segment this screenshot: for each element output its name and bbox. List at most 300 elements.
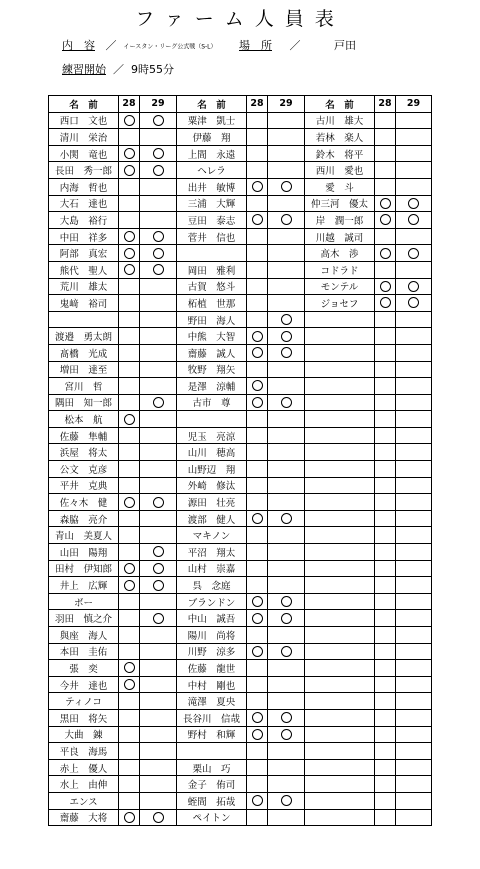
header-day-28: 28 (247, 96, 268, 113)
start-value: 9時55分 (131, 63, 174, 76)
attendance-day-28 (119, 228, 140, 245)
table-row (49, 544, 432, 561)
attendance-day-29 (396, 510, 432, 527)
attendance-day-29 (140, 228, 177, 245)
player-name: 齋藤 大将 (49, 809, 119, 826)
attendance-circle-icon (281, 347, 292, 358)
attendance-day-29 (396, 228, 432, 245)
table-row (49, 195, 432, 212)
attendance-day-28 (119, 245, 140, 262)
table-row (49, 162, 432, 179)
player-name (177, 245, 247, 262)
player-name (305, 510, 375, 527)
player-name: 張 奕 (49, 660, 119, 677)
attendance-day-28 (375, 278, 396, 295)
player-name: 田村 伊知郎 (49, 560, 119, 577)
attendance-day-29 (140, 593, 177, 610)
attendance-day-28 (375, 643, 396, 660)
attendance-day-28 (119, 776, 140, 793)
attendance-day-29 (396, 593, 432, 610)
table-row (49, 228, 432, 245)
attendance-day-29 (396, 394, 432, 411)
attendance-day-28 (119, 643, 140, 660)
attendance-day-29 (140, 560, 177, 577)
attendance-day-29 (268, 792, 305, 809)
player-name (305, 544, 375, 561)
attendance-day-29 (396, 278, 432, 295)
attendance-day-28 (375, 145, 396, 162)
player-name: 公文 克彦 (49, 461, 119, 478)
table-row (49, 311, 432, 328)
attendance-day-28 (119, 344, 140, 361)
attendance-day-29 (268, 411, 305, 428)
attendance-day-28 (375, 378, 396, 395)
attendance-day-28 (375, 544, 396, 561)
attendance-circle-icon (281, 331, 292, 342)
player-name: 宮川 哲 (49, 378, 119, 395)
content-label: 内 容 (62, 39, 95, 52)
attendance-day-28 (247, 245, 268, 262)
attendance-circle-icon (124, 148, 135, 159)
player-name: 西口 文也 (49, 112, 119, 129)
player-name (305, 709, 375, 726)
attendance-circle-icon (281, 729, 292, 740)
attendance-circle-icon (281, 181, 292, 192)
player-name: 菅井 信也 (177, 228, 247, 245)
attendance-day-29 (396, 693, 432, 710)
header-name-1: 名 前 (49, 96, 119, 113)
player-name (305, 776, 375, 793)
attendance-day-28 (375, 361, 396, 378)
player-name: 滝澤 夏央 (177, 693, 247, 710)
player-name: 隅田 知一郎 (49, 394, 119, 411)
attendance-day-29 (268, 544, 305, 561)
attendance-circle-icon (124, 497, 135, 508)
attendance-day-29 (140, 461, 177, 478)
table-row (49, 112, 432, 129)
attendance-day-28 (375, 195, 396, 212)
player-name (177, 411, 247, 428)
attendance-day-29 (268, 709, 305, 726)
attendance-day-28 (119, 743, 140, 760)
attendance-day-29 (140, 610, 177, 627)
player-name: ヘレラ (177, 162, 247, 179)
place-value: 戸田 (333, 39, 356, 52)
table-row (49, 792, 432, 809)
table-row (49, 577, 432, 594)
attendance-day-29 (268, 643, 305, 660)
player-name (305, 311, 375, 328)
attendance-day-29 (396, 361, 432, 378)
player-name: マキノン (177, 527, 247, 544)
attendance-day-28 (119, 212, 140, 229)
attendance-day-28 (375, 776, 396, 793)
player-name: 大石 達也 (49, 195, 119, 212)
table-row (49, 344, 432, 361)
place-label: 場 所 (239, 39, 272, 52)
attendance-day-29 (268, 344, 305, 361)
player-name: 黒田 将矢 (49, 709, 119, 726)
player-name (305, 660, 375, 677)
attendance-day-29 (268, 676, 305, 693)
table-row (49, 145, 432, 162)
attendance-day-28 (375, 245, 396, 262)
player-name (305, 344, 375, 361)
attendance-day-29 (268, 660, 305, 677)
player-name: 水上 由伸 (49, 776, 119, 793)
attendance-day-28 (247, 560, 268, 577)
attendance-day-28 (247, 627, 268, 644)
table-row (49, 776, 432, 793)
attendance-day-28 (247, 228, 268, 245)
attendance-day-28 (247, 311, 268, 328)
attendance-day-28 (119, 610, 140, 627)
player-name (305, 593, 375, 610)
attendance-day-28 (119, 494, 140, 511)
table-row (49, 494, 432, 511)
attendance-day-29 (268, 295, 305, 312)
attendance-day-29 (396, 709, 432, 726)
attendance-day-29 (396, 311, 432, 328)
player-name (305, 610, 375, 627)
attendance-day-28 (375, 593, 396, 610)
attendance-day-28 (247, 328, 268, 345)
player-name (49, 311, 119, 328)
attendance-day-28 (119, 477, 140, 494)
table-row (49, 743, 432, 760)
attendance-day-29 (268, 378, 305, 395)
player-name: 松本 航 (49, 411, 119, 428)
player-name: 増田 達至 (49, 361, 119, 378)
attendance-circle-icon (408, 297, 419, 308)
attendance-day-28 (247, 477, 268, 494)
attendance-day-29 (140, 759, 177, 776)
attendance-day-29 (140, 344, 177, 361)
attendance-day-28 (247, 361, 268, 378)
player-name: 大曲 錬 (49, 726, 119, 743)
attendance-day-29 (268, 577, 305, 594)
attendance-day-28 (119, 378, 140, 395)
table-row (49, 461, 432, 478)
attendance-day-28 (375, 560, 396, 577)
attendance-day-28 (375, 112, 396, 129)
table-row (49, 444, 432, 461)
attendance-circle-icon (124, 679, 135, 690)
attendance-day-28 (119, 660, 140, 677)
player-name (305, 378, 375, 395)
attendance-day-28 (247, 544, 268, 561)
player-name: 井上 広輝 (49, 577, 119, 594)
player-name (305, 444, 375, 461)
attendance-day-29 (140, 510, 177, 527)
attendance-circle-icon (380, 297, 391, 308)
page-title: ファーム人員表 (135, 8, 345, 30)
attendance-circle-icon (408, 281, 419, 292)
attendance-day-29 (140, 494, 177, 511)
player-name: 野田 海人 (177, 311, 247, 328)
attendance-day-28 (247, 112, 268, 129)
attendance-day-29 (268, 743, 305, 760)
header-day-29: 29 (140, 96, 177, 113)
attendance-day-29 (268, 693, 305, 710)
attendance-day-29 (268, 129, 305, 146)
player-name: 渡部 健人 (177, 510, 247, 527)
attendance-circle-icon (281, 712, 292, 723)
attendance-day-29 (396, 378, 432, 395)
attendance-day-29 (268, 427, 305, 444)
player-name: 佐藤 隼輔 (49, 427, 119, 444)
player-name: 児玉 亮涼 (177, 427, 247, 444)
attendance-circle-icon (153, 148, 164, 159)
player-name: 齋藤 誠人 (177, 344, 247, 361)
attendance-day-29 (140, 809, 177, 826)
attendance-circle-icon (124, 115, 135, 126)
table-row (49, 178, 432, 195)
attendance-day-28 (247, 693, 268, 710)
table-row (49, 411, 432, 428)
content-separator: ／ (105, 39, 117, 52)
player-name: 與座 海人 (49, 627, 119, 644)
player-name: 豆田 泰志 (177, 212, 247, 229)
player-name: 森脇 亮介 (49, 510, 119, 527)
player-name: 古賀 悠斗 (177, 278, 247, 295)
table-row (49, 328, 432, 345)
attendance-day-29 (396, 212, 432, 229)
table-row (49, 709, 432, 726)
attendance-day-29 (268, 112, 305, 129)
attendance-day-29 (396, 477, 432, 494)
player-name (305, 693, 375, 710)
attendance-day-29 (140, 328, 177, 345)
header-name-3: 名 前 (305, 96, 375, 113)
attendance-day-29 (140, 776, 177, 793)
attendance-day-29 (140, 643, 177, 660)
attendance-day-28 (247, 510, 268, 527)
attendance-circle-icon (124, 662, 135, 673)
attendance-circle-icon (408, 214, 419, 225)
player-name (305, 726, 375, 743)
attendance-circle-icon (153, 563, 164, 574)
attendance-day-29 (140, 444, 177, 461)
player-name: ティノコ (49, 693, 119, 710)
attendance-day-29 (140, 212, 177, 229)
attendance-day-29 (396, 776, 432, 793)
header-row (49, 96, 432, 113)
player-name: エンス (49, 792, 119, 809)
attendance-day-28 (375, 660, 396, 677)
attendance-circle-icon (252, 596, 263, 607)
attendance-day-28 (119, 809, 140, 826)
attendance-day-28 (375, 494, 396, 511)
attendance-day-29 (268, 311, 305, 328)
player-name: 青山 美夏人 (49, 527, 119, 544)
attendance-day-28 (247, 759, 268, 776)
attendance-day-29 (140, 627, 177, 644)
attendance-circle-icon (153, 497, 164, 508)
attendance-day-28 (119, 676, 140, 693)
attendance-day-29 (268, 394, 305, 411)
attendance-day-29 (396, 411, 432, 428)
player-name: 岡田 雅利 (177, 261, 247, 278)
attendance-circle-icon (124, 414, 135, 425)
player-name: ペイトン (177, 809, 247, 826)
player-name (305, 361, 375, 378)
attendance-day-29 (140, 195, 177, 212)
attendance-day-29 (396, 328, 432, 345)
attendance-circle-icon (153, 248, 164, 259)
attendance-day-29 (396, 344, 432, 361)
attendance-circle-icon (252, 513, 263, 524)
player-name: 蛭間 拓哉 (177, 792, 247, 809)
attendance-day-28 (375, 627, 396, 644)
attendance-day-28 (247, 261, 268, 278)
place-row (239, 37, 356, 53)
attendance-day-28 (375, 444, 396, 461)
attendance-circle-icon (252, 214, 263, 225)
attendance-day-29 (140, 361, 177, 378)
attendance-day-29 (140, 792, 177, 809)
start-separator: ／ (113, 63, 124, 76)
attendance-day-28 (119, 444, 140, 461)
player-name: 栗山 巧 (177, 759, 247, 776)
attendance-day-28 (119, 162, 140, 179)
attendance-circle-icon (124, 248, 135, 259)
player-name (305, 411, 375, 428)
table-row (49, 261, 432, 278)
attendance-day-29 (140, 394, 177, 411)
player-name: 金子 侑司 (177, 776, 247, 793)
player-name: 三浦 大輝 (177, 195, 247, 212)
player-name: 中村 剛也 (177, 676, 247, 693)
attendance-day-28 (119, 178, 140, 195)
attendance-circle-icon (408, 248, 419, 259)
attendance-day-29 (396, 560, 432, 577)
attendance-day-29 (140, 709, 177, 726)
table-row (49, 394, 432, 411)
attendance-day-29 (140, 427, 177, 444)
attendance-day-29 (268, 278, 305, 295)
attendance-day-28 (375, 577, 396, 594)
attendance-circle-icon (281, 397, 292, 408)
attendance-day-29 (140, 743, 177, 760)
attendance-day-28 (375, 709, 396, 726)
attendance-day-29 (396, 494, 432, 511)
table-row (49, 527, 432, 544)
player-name: 平良 海馬 (49, 743, 119, 760)
attendance-day-29 (396, 660, 432, 677)
attendance-day-29 (140, 660, 177, 677)
table-row (49, 361, 432, 378)
attendance-day-28 (375, 178, 396, 195)
attendance-day-29 (140, 311, 177, 328)
header-day-28: 28 (375, 96, 396, 113)
attendance-circle-icon (252, 712, 263, 723)
header-day-29: 29 (268, 96, 305, 113)
attendance-day-28 (375, 212, 396, 229)
attendance-day-29 (140, 378, 177, 395)
attendance-day-29 (268, 212, 305, 229)
attendance-circle-icon (252, 397, 263, 408)
attendance-day-29 (396, 461, 432, 478)
attendance-day-29 (396, 112, 432, 129)
attendance-day-28 (247, 643, 268, 660)
attendance-circle-icon (124, 165, 135, 176)
attendance-day-29 (268, 145, 305, 162)
player-name: 浜屋 将太 (49, 444, 119, 461)
attendance-day-29 (140, 676, 177, 693)
attendance-day-28 (375, 261, 396, 278)
attendance-day-29 (140, 577, 177, 594)
player-name (305, 477, 375, 494)
attendance-day-28 (247, 726, 268, 743)
attendance-day-28 (247, 145, 268, 162)
attendance-day-29 (268, 593, 305, 610)
player-name: 長田 秀一郎 (49, 162, 119, 179)
header-name-2: 名 前 (177, 96, 247, 113)
attendance-circle-icon (252, 613, 263, 624)
attendance-day-28 (119, 709, 140, 726)
player-name: 川野 涼多 (177, 643, 247, 660)
attendance-day-29 (396, 792, 432, 809)
attendance-day-29 (140, 162, 177, 179)
attendance-day-28 (247, 212, 268, 229)
player-name (305, 676, 375, 693)
table-row (49, 129, 432, 146)
attendance-day-29 (268, 444, 305, 461)
attendance-circle-icon (380, 248, 391, 259)
place-separator: ／ (289, 39, 301, 52)
player-name: 長谷川 信哉 (177, 709, 247, 726)
table-row (49, 278, 432, 295)
attendance-circle-icon (153, 812, 164, 823)
attendance-day-28 (247, 411, 268, 428)
attendance-day-29 (140, 527, 177, 544)
player-name: 羽田 慎之介 (49, 610, 119, 627)
attendance-day-28 (247, 660, 268, 677)
player-name (305, 759, 375, 776)
attendance-day-28 (119, 527, 140, 544)
attendance-day-29 (140, 295, 177, 312)
attendance-circle-icon (252, 181, 263, 192)
attendance-day-29 (396, 610, 432, 627)
attendance-day-28 (247, 792, 268, 809)
attendance-day-29 (268, 494, 305, 511)
player-name: 阿部 真宏 (49, 245, 119, 262)
attendance-circle-icon (153, 546, 164, 557)
attendance-day-29 (396, 577, 432, 594)
attendance-day-29 (268, 809, 305, 826)
player-name: 出井 敏博 (177, 178, 247, 195)
attendance-day-29 (396, 427, 432, 444)
player-name: ブランドン (177, 593, 247, 610)
player-name: 川越 誠司 (305, 228, 375, 245)
attendance-day-28 (119, 278, 140, 295)
player-name (305, 394, 375, 411)
attendance-day-28 (247, 593, 268, 610)
attendance-day-29 (140, 411, 177, 428)
attendance-circle-icon (252, 646, 263, 657)
player-name (305, 643, 375, 660)
attendance-day-28 (247, 427, 268, 444)
attendance-day-28 (247, 743, 268, 760)
attendance-day-29 (396, 444, 432, 461)
attendance-day-28 (247, 676, 268, 693)
attendance-day-29 (140, 178, 177, 195)
attendance-day-28 (119, 394, 140, 411)
content-value: イースタン・リーグ公式戦（S-L） (123, 43, 217, 51)
attendance-day-28 (119, 261, 140, 278)
attendance-day-28 (119, 544, 140, 561)
